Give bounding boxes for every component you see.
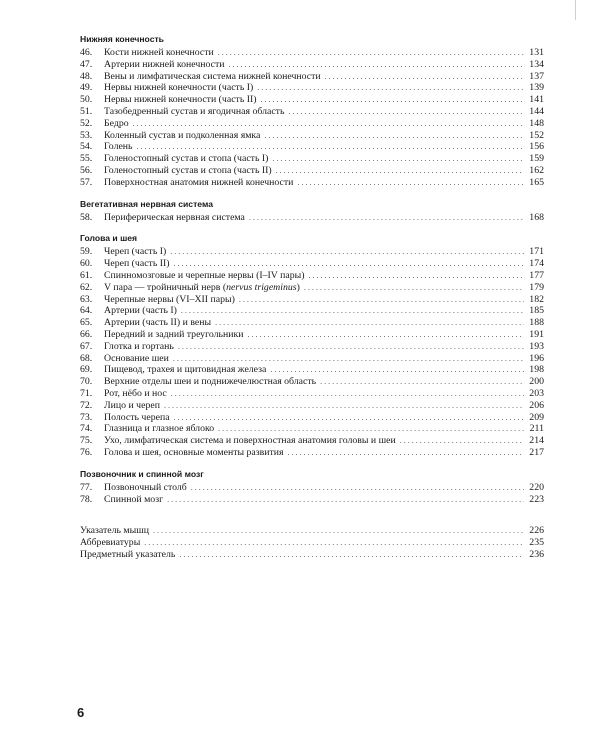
toc-entry[interactable] [80,317,544,329]
entry-page: 223 [529,493,544,505]
dot-leader [297,177,524,189]
entry-title [104,106,284,118]
entry-title-text: Спинномозговые и черепные нервы (I–IV пары) [104,269,305,281]
dot-leader [325,71,524,83]
toc-entry[interactable] [80,118,544,130]
entry-title-text: Черепные нервы (VI–XII пары) [104,293,235,305]
entry-page: 152 [529,129,544,141]
entry-title [104,165,272,177]
entry-title [104,94,257,106]
entry-number: 48. [80,70,93,82]
dot-leader [173,353,524,365]
entry-title-text: Глазница и глазное яблоко [104,423,215,435]
entry-number: 47. [80,58,93,70]
entry-page: 191 [529,328,544,340]
entry-page: 182 [529,293,544,305]
page-edge-line [575,0,576,20]
toc-entry[interactable] [80,435,544,447]
toc-entry[interactable] [80,482,544,494]
section-entries [80,212,544,224]
entry-title [104,364,266,376]
entry-title-text: Периферическая нервная система [104,211,245,223]
entry-page: 168 [529,211,544,223]
entry-page: 141 [529,94,544,106]
entry-number: 66. [80,328,93,340]
dot-leader [144,537,524,549]
entry-number: 51. [80,105,93,117]
entry-title-text: Основание шеи [104,352,169,364]
dot-leader [153,525,524,537]
entry-page: 214 [529,435,544,447]
entry-title-text: Бедро [104,117,129,129]
dot-leader [276,165,524,177]
dot-leader [270,364,524,376]
entry-title [104,246,166,258]
dot-leader [174,258,524,270]
entry-number: 62. [80,281,93,293]
entry-number: 56. [80,164,93,176]
entry-title [104,47,214,59]
entry-page: 211 [529,423,544,435]
entry-page: 137 [529,70,544,82]
entry-title-text: Лицо и череп [104,399,160,411]
entry-number: 69. [80,364,93,376]
entry-page: 162 [529,164,544,176]
entry-title [104,447,284,459]
entry-page: 156 [529,141,544,153]
entry-title-suffix: ) [296,281,300,293]
entry-title-text: Рот, нёбо и нос [104,387,167,399]
section-entries [80,482,544,506]
appendix-entry[interactable] [80,525,544,537]
entry-title-text: Коленный сустав и подколенная ямка [104,129,261,141]
entry-page: 196 [529,352,544,364]
entry-page: 217 [529,446,544,458]
dot-leader [304,282,524,294]
toc-entry[interactable] [80,212,544,224]
dot-leader [288,106,524,118]
toc-entry[interactable] [80,94,544,106]
entry-page: 200 [529,376,544,388]
entry-title-text: Полость черепа [104,411,170,423]
entry-number: 46. [80,47,93,58]
entry-number: 50. [80,94,93,106]
entry-title-text: Нервы нижней конечности (часть I) [104,82,254,94]
entry-page: 171 [529,246,544,258]
appendix-entry[interactable] [80,537,544,549]
dot-leader [191,482,524,494]
entry-number: 60. [80,258,93,270]
dot-leader [181,305,524,317]
dot-leader [133,118,524,130]
entry-page: 226 [529,525,544,537]
entry-number: 54. [80,141,93,153]
appendix-entry[interactable] [80,549,544,561]
toc-entry[interactable] [80,141,544,153]
entry-title [104,305,177,317]
toc-entry[interactable] [80,246,544,258]
entry-title-text: Позвоночный столб [104,481,187,493]
toc-entry[interactable] [80,388,544,400]
entry-title [104,71,321,83]
entry-number: 49. [80,82,93,94]
section-heading: Голова и шея [80,233,138,244]
entry-number: 76. [80,446,93,458]
entry-page: 144 [529,105,544,117]
entry-title-text: V пара — тройничный нерв ( [104,281,227,293]
dot-leader [218,47,524,59]
entry-title [104,294,235,306]
entry-page: 203 [529,387,544,399]
dot-leader [170,246,524,258]
toc-entry[interactable] [80,341,544,353]
entry-title-text: Кости нижней конечности [104,47,214,58]
entry-title-text: Вены и лимфатическая система нижней конечности [104,70,321,82]
entry-page: 148 [529,117,544,129]
entry-title-text: Верхние отделы шеи и поднижечелюстная область [104,376,317,388]
entry-page: 174 [529,258,544,270]
entry-title [104,270,304,282]
dot-leader [164,400,524,412]
entry-number: 78. [80,493,93,505]
toc-entry[interactable] [80,282,544,294]
entry-title-text: Пищевод, трахея и щитовидная железа [104,364,267,376]
entry-title-text: Голова и шея, основные моменты развития [104,446,284,458]
section-entries [80,246,544,458]
entry-title-text: Нервы нижней конечности (часть II) [104,94,257,106]
toc-entry[interactable] [80,412,544,424]
entry-number: 57. [80,176,93,188]
entry-number: 58. [80,211,93,223]
table-of-contents [80,33,544,561]
entry-number: 73. [80,411,93,423]
entry-title-latin: nervus trigeminus [226,281,297,293]
entry-title-text: Спинной мозг [104,493,164,505]
entry-title-text: Череп (часть I) [104,246,167,258]
appendix-entries [80,525,544,560]
entry-title [104,482,187,494]
entry-page: 209 [529,411,544,423]
entry-title-text: Артерии (часть I) [104,305,177,317]
entry-title-text: Артерии (часть II) и вены [104,317,212,329]
dot-leader [247,329,524,341]
entry-title [104,282,300,294]
entry-title [104,435,396,447]
section-heading: Позвоночник и спинной мозг [80,468,204,479]
dot-leader [229,59,524,71]
entry-number: 74. [80,423,93,435]
dot-leader [218,423,524,435]
section-heading: Нижняя конечность [80,34,164,44]
entry-page: 139 [529,82,544,94]
toc-entry[interactable] [80,423,544,435]
toc-entry[interactable] [80,153,544,165]
entry-title-text: Голеностопный сустав и стопа (часть II) [104,164,272,176]
toc-entry[interactable] [80,177,544,189]
entry-title [104,376,316,388]
section-heading: Вегетативная нервная система [80,198,213,209]
toc-entry[interactable] [80,305,544,317]
dot-leader [320,376,524,388]
entry-number: 59. [80,246,93,258]
entry-title-text: Артерии нижней конечности [104,58,225,70]
entry-number: 68. [80,352,93,364]
entry-number: 63. [80,293,93,305]
dot-leader [137,141,524,153]
entry-number: 72. [80,399,93,411]
entry-title-text: Голеностопный сустав и стопа (часть I) [104,153,269,165]
entry-title [104,118,129,130]
dot-leader [174,412,524,424]
entry-page: 206 [529,399,544,411]
dot-leader [288,447,524,459]
entry-title [104,388,167,400]
toc-entry[interactable] [80,106,544,118]
toc-entry[interactable] [80,364,544,376]
entry-page: 193 [529,340,544,352]
dot-leader [261,94,524,106]
entry-page: 198 [529,364,544,376]
entry-title-text: Тазобедренный сустав и ягодичная область [104,105,285,117]
dot-leader [264,130,524,142]
toc-entry[interactable] [80,82,544,94]
toc-entry[interactable] [80,165,544,177]
toc-entry[interactable] [80,400,544,412]
entry-title [104,82,253,94]
entry-number: 70. [80,376,93,388]
toc-entry[interactable] [80,447,544,459]
dot-leader [239,294,524,306]
entry-number: 71. [80,387,93,399]
entry-title [104,59,225,71]
dot-leader [171,388,524,400]
entry-page: 134 [529,58,544,70]
entry-number: 64. [80,305,93,317]
entry-title [104,130,260,142]
dot-leader [179,549,524,561]
entry-title [104,494,163,506]
toc-entry[interactable] [80,376,544,388]
dot-leader [215,317,524,329]
dot-leader [308,270,524,282]
entry-page: 179 [529,281,544,293]
entry-title: Предметный указатель [80,548,176,560]
entry-title [104,141,133,153]
entry-title-text: Поверхностная анатомия нижней конечности [104,176,294,188]
entry-page: 177 [529,269,544,281]
entry-page: 236 [529,548,544,560]
entry-title [104,341,174,353]
dot-leader [257,82,524,94]
entry-title [104,400,160,412]
entry-page: 131 [529,47,544,58]
entry-number: 67. [80,340,93,352]
entry-page: 159 [529,153,544,165]
entry-number: 77. [80,481,93,493]
dot-leader [167,494,524,506]
entry-title [104,177,293,189]
entry-number: 52. [80,117,93,129]
entry-title: Указатель мышц [80,525,150,537]
entry-title [104,329,243,341]
toc-entry[interactable] [80,294,544,306]
entry-title-text: Череп (часть II) [104,258,170,270]
toc-entry[interactable] [80,71,544,83]
entry-number: 75. [80,435,93,447]
section-entries [80,47,544,189]
entry-title [104,212,245,224]
entry-page: 188 [529,317,544,329]
entry-title [104,317,211,329]
toc-entry[interactable] [80,59,544,71]
entry-title [104,423,214,435]
dot-leader [178,341,524,353]
dot-leader [249,212,524,224]
toc-entry[interactable] [80,329,544,341]
entry-page: 235 [529,537,544,549]
entry-number: 65. [80,317,93,329]
toc-entry[interactable] [80,47,544,59]
toc-entry[interactable] [80,353,544,365]
entry-number: 53. [80,129,93,141]
page-number: 6 [77,705,85,720]
entry-number: 55. [80,153,93,165]
entry-title-text: Глотка и гортань [104,340,174,352]
entry-number: 61. [80,269,93,281]
toc-entry[interactable] [80,258,544,270]
entry-page: 220 [529,481,544,493]
entry-title-text: Голень [104,141,133,153]
entry-title [104,153,268,165]
entry-title [104,412,170,424]
entry-page: 165 [529,176,544,188]
dot-leader [272,153,524,165]
entry-title [104,258,170,270]
entry-title: Аббревиатуры [80,537,141,549]
entry-page: 185 [529,305,544,317]
toc-entry[interactable] [80,130,544,142]
toc-entry[interactable] [80,494,544,506]
entry-title-text: Ухо, лимфатическая система и поверхностная анатомия головы и шеи [104,435,396,447]
entry-title-text: Передний и задний треугольники [104,328,244,340]
entry-title [104,353,169,365]
toc-entry[interactable] [80,270,544,282]
dot-leader [400,435,524,447]
